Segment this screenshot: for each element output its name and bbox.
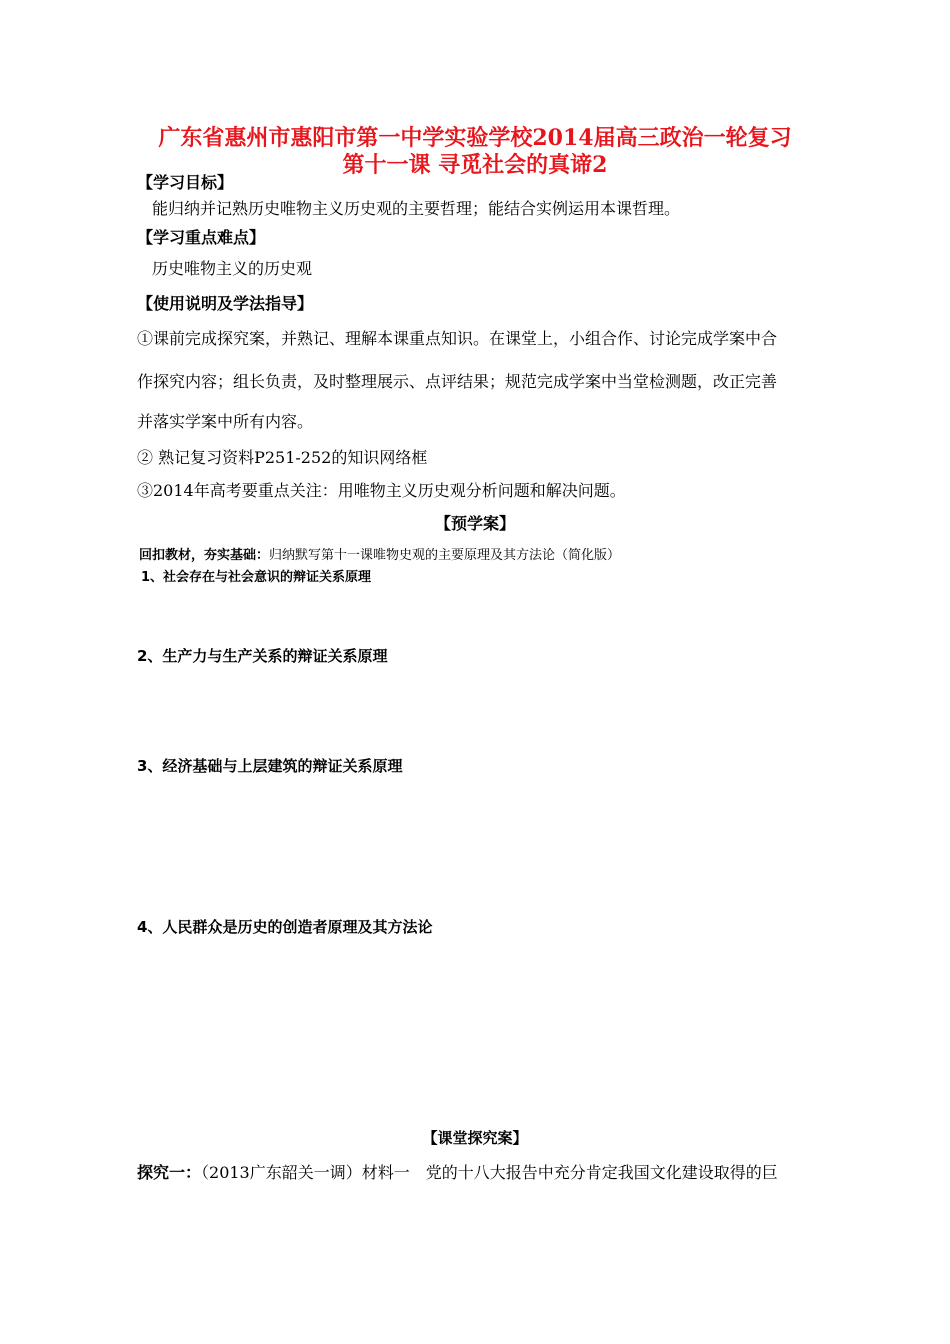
preview-item-4: 4、人民群众是历史的创造者原理及其方法论 — [137, 918, 433, 936]
instructions-p2: ② 熟记复习资料P251-252的知识网络框 — [137, 448, 428, 467]
goals-text: 能归纳并记熟历史唯物主义历史观的主要哲理；能结合实例运用本课哲理。 — [152, 199, 681, 218]
instructions-p1-line3: 并落实学案中所有内容。 — [137, 412, 314, 431]
preview-intro-rest: 归纳默写第十一课唯物史观的主要原理及其方法论（简化版） — [269, 548, 621, 563]
explore-one-label: 探究一： — [137, 1163, 202, 1182]
document-title-line2: 第十一课 寻觅社会的真谛2 — [342, 152, 608, 178]
instructions-p1-line1: ①课前完成探究案，并熟记、理解本课重点知识。在课堂上，小组合作、讨论完成学案中合 — [137, 329, 778, 348]
goals-heading: 【学习目标】 — [137, 173, 234, 192]
classroom-heading: 【课堂探究案】 — [422, 1129, 528, 1147]
instructions-p3: ③2014年高考要重点关注：用唯物主义历史观分析问题和解决问题。 — [137, 481, 626, 500]
preview-heading: 【预学案】 — [434, 514, 515, 533]
explore-one-text: （2013广东韶关一调）材料一 党的十八大报告中充分肯定我国文化建设取得的巨 — [201, 1163, 778, 1182]
instructions-heading: 【使用说明及学法指导】 — [137, 294, 314, 313]
preview-intro-bold: 回扣教材，夯实基础： — [139, 548, 270, 563]
key-points-text: 历史唯物主义的历史观 — [152, 259, 313, 278]
preview-item-1: 1、社会存在与社会意识的辩证关系原理 — [141, 570, 372, 585]
preview-intro — [139, 544, 620, 563]
key-points-heading: 【学习重点难点】 — [137, 228, 266, 247]
explore-one — [137, 1160, 778, 1183]
instructions-p1-line2: 作探究内容；组长负责，及时整理展示、点评结果；规范完成学案中当堂检测题，改正完善 — [137, 372, 778, 391]
document-title-line1: 广东省惠州市惠阳市第一中学实验学校2014届高三政治一轮复习 — [158, 125, 792, 151]
preview-item-3: 3、经济基础与上层建筑的辩证关系原理 — [137, 757, 403, 775]
preview-item-2: 2、生产力与生产关系的辩证关系原理 — [137, 647, 388, 665]
